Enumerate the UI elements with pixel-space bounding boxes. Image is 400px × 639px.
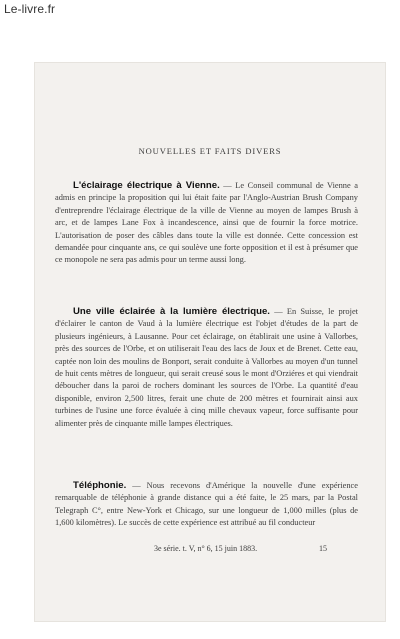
document-page (34, 62, 386, 622)
article-telephonie (55, 480, 358, 530)
article-paragraph (55, 180, 358, 267)
article-ville (55, 306, 358, 430)
article-paragraph (55, 306, 358, 430)
article-title: L'éclairage électrique à Vienne. (73, 180, 220, 191)
article-body: — Le Conseil communal de Vienne a admis en principe la proposition qui lui était faite par l'Anglo-Austrian Brush Company d'entreprendre l'éclairage électrique de la ville de Vienne au moyen de lampes Brush à arc, et de lampes Lane Fox à incandescence, ainsi que de fournir la force motrice. L'autorisation de poser des câbles dans toute la ville est donnée. Cette concession est demandée pour cinquante ans, ce qui soulève une forte opposition et il est à présumer que ce monopole ne sera pas admis pour un terme aussi long. (55, 181, 358, 265)
article-body: — En Suisse, le projet d'éclairer le canton de Vaud à la lumière électrique est l'objet d'études de la part de plusieurs ingénieurs, à Lausanne. Pour cet éclairage, on établirait une usine à Vallorbes, près des sources de l'Orbe, et on utiliserait l'eau des lacs de Joux et de Brenet. Cette eau, captée non loin des moulins de Bonport, serait conduite à Vallorbes au moyen d'un tunnel de huit cents mètres de longueur, qui serait creusé sous le mont d'Orziéres et qui viendrait déboucher dans la paroi de rochers dominant les sources de l'Orbe. La quantité d'eau disponible, environ 2,500 litres, ferait une chute de 200 mètres et fournirait ainsi aux turbines de l'usine une force évaluée à cinq mille chevaux vapeur, force suffisante pour alimenter près de cinquante mille lampes électriques. (55, 307, 358, 428)
section-heading: NOUVELLES ET FAITS DIVERS (138, 146, 282, 156)
page-number: 15 (319, 544, 327, 553)
article-title: Une ville éclairée à la lumière électrique. (73, 306, 270, 317)
issue-footer: 3e série. t. V, n° 6, 15 juin 1883. (154, 544, 258, 553)
article-vienne (55, 180, 358, 267)
article-body: — Nous recevons d'Amérique la nouvelle d'une expérience remarquable de téléphonie à grande distance qui a été faite, le 25 mars, par la Postal Telegraph C°, entre New-York et Chicago, sur une longueur de 1,000 milles (plus de 1,600 kilomètres). Le succès de cette expérience est attribué au fil conducteur (55, 481, 358, 528)
article-title: Téléphonie. (73, 480, 127, 491)
watermark: Le-livre.fr (4, 2, 56, 16)
article-paragraph (55, 480, 358, 530)
